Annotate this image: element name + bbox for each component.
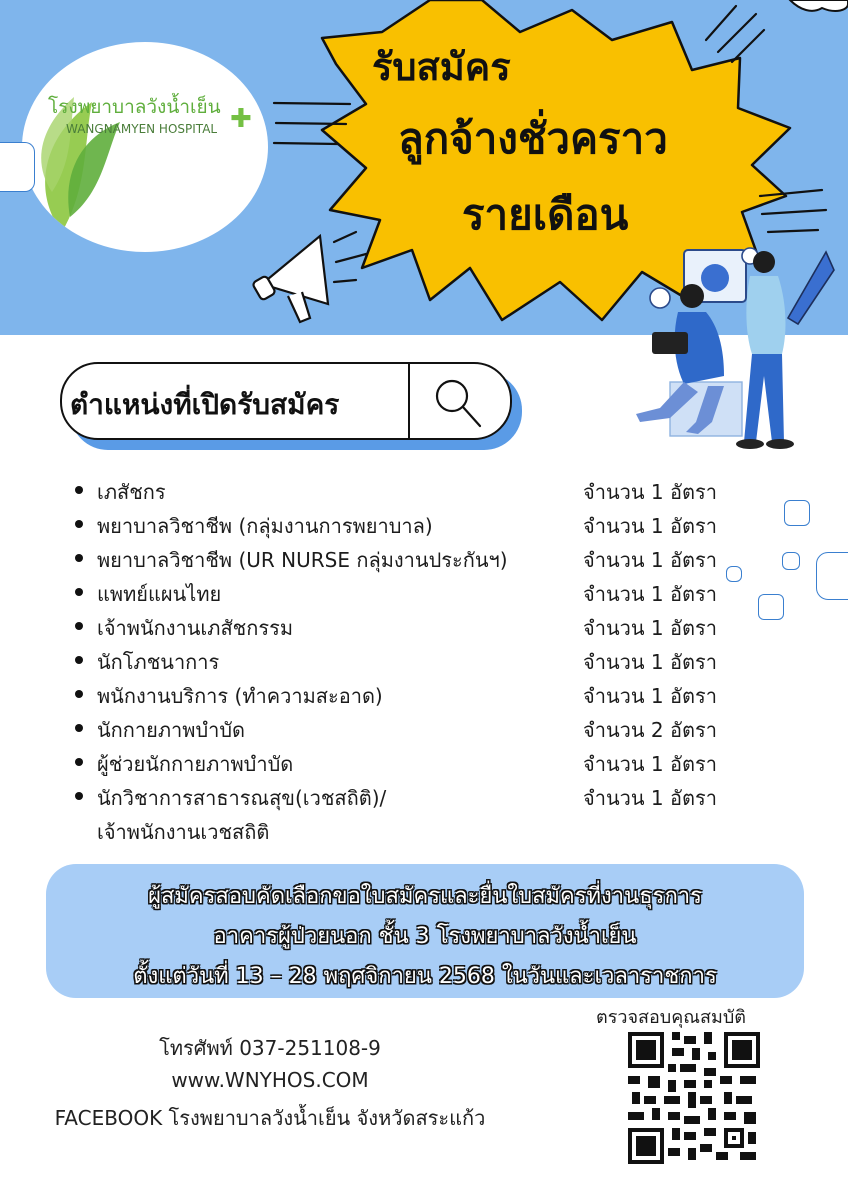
notice-line-1: ผู้สมัครสอบคัดเลือกขอใบสมัครและยื่นใบสมัครที่งานธุรการ [148,884,702,909]
bullet-icon [75,588,83,596]
cloud-shape [790,0,848,11]
bullet-icon [75,554,83,562]
plus-icon: ✚ [230,104,252,134]
magnifier-icon [428,372,488,432]
position-title: นักกายภาพบำบัด [97,718,246,742]
bullet-icon [75,520,83,528]
decorative-square [726,566,742,582]
position-title: นักวิชาการสาธารณสุข(เวชสถิติ)/ [97,786,387,810]
megaphone-icon [252,236,328,322]
position-count: จำนวน 1 อัตรา [583,514,717,538]
position-title: พนักงานบริการ (ทำความสะอาด) [97,684,383,708]
position-title: เจ้าพนักงานเภสัชกรรม [97,616,293,640]
decorative-square [782,552,800,570]
list-item [75,712,755,746]
contact-website[interactable]: www.WNYHOS.COM [171,1068,369,1092]
decorative-square [784,500,810,526]
list-item [75,610,755,644]
headline-line-3: รายเดือน [462,190,629,239]
bullet-icon [75,486,83,494]
qr-code-icon[interactable] [628,1032,760,1164]
position-title: นักโภชนาการ [97,650,220,674]
position-count: จำนวน 1 อัตรา [583,480,717,504]
position-count: จำนวน 1 อัตรา [583,684,717,708]
position-count: จำนวน 1 อัตรา [583,752,717,776]
position-count: จำนวน 1 อัตรา [583,786,717,810]
bullet-icon [75,724,83,732]
list-item [75,474,755,508]
position-count: จำนวน 1 อัตรา [583,548,717,572]
position-title: พยาบาลวิชาชีพ (UR NURSE กลุ่มงานประกันฯ) [97,548,508,572]
list-item [75,542,755,576]
positions-list [75,474,755,844]
people-illustration-icon [612,236,848,456]
position-title: แพทย์แผนไทย [97,582,222,606]
bullet-icon [75,656,83,664]
list-item [75,678,755,712]
list-item [75,576,755,610]
hospital-name-th: โรงพยาบาลวังน้ำเย็น [48,96,221,118]
decorative-square [758,594,784,620]
qr-caption: ตรวจสอบคุณสมบัติ [596,1007,746,1028]
contact-facebook[interactable]: FACEBOOK โรงพยาบาลวังน้ำเย็น จังหวัดสระแก้ว [54,1106,486,1130]
positions-heading: ตำแหน่งที่เปิดรับสมัคร [70,388,340,421]
position-count: จำนวน 1 อัตรา [583,582,717,606]
bullet-icon [75,622,83,630]
decorative-square [816,552,848,600]
list-item [75,508,755,542]
list-item [75,746,755,780]
position-count: จำนวน 1 อัตรา [583,650,717,674]
bullet-icon [75,758,83,766]
list-item [75,780,755,844]
contact-phone: โทรศัพท์ 037-251108-9 [159,1036,381,1060]
headline-line-2: ลูกจ้างชั่วคราว [398,114,668,163]
position-count: จำนวน 1 อัตรา [583,616,717,640]
decorative-tab [0,142,35,192]
position-title: ผู้ช่วยนักกายภาพบำบัด [97,752,294,776]
notice-line-2: อาคารผู้ป่วยนอก ชั้น 3 โรงพยาบาลวังน้ำเย็น [213,924,637,949]
headline-line-1: รับสมัคร [372,45,511,89]
search-divider [408,364,410,438]
hospital-name-en: WANGNAMYEN HOSPITAL [66,122,218,136]
bullet-icon [75,792,83,800]
position-title-continued: เจ้าพนักงานเวชสถิติ [97,820,270,844]
bullet-icon [75,690,83,698]
position-title: เภสัชกร [97,480,166,504]
position-title: พยาบาลวิชาชีพ (กลุ่มงานการพยาบาล) [97,514,433,538]
position-count: จำนวน 2 อัตรา [583,718,717,742]
notice-line-3: ตั้งแต่วันที่ 13 – 28 พฤศจิกายน 2568 ในวันและเวลาราชการ [133,964,717,989]
list-item [75,644,755,678]
